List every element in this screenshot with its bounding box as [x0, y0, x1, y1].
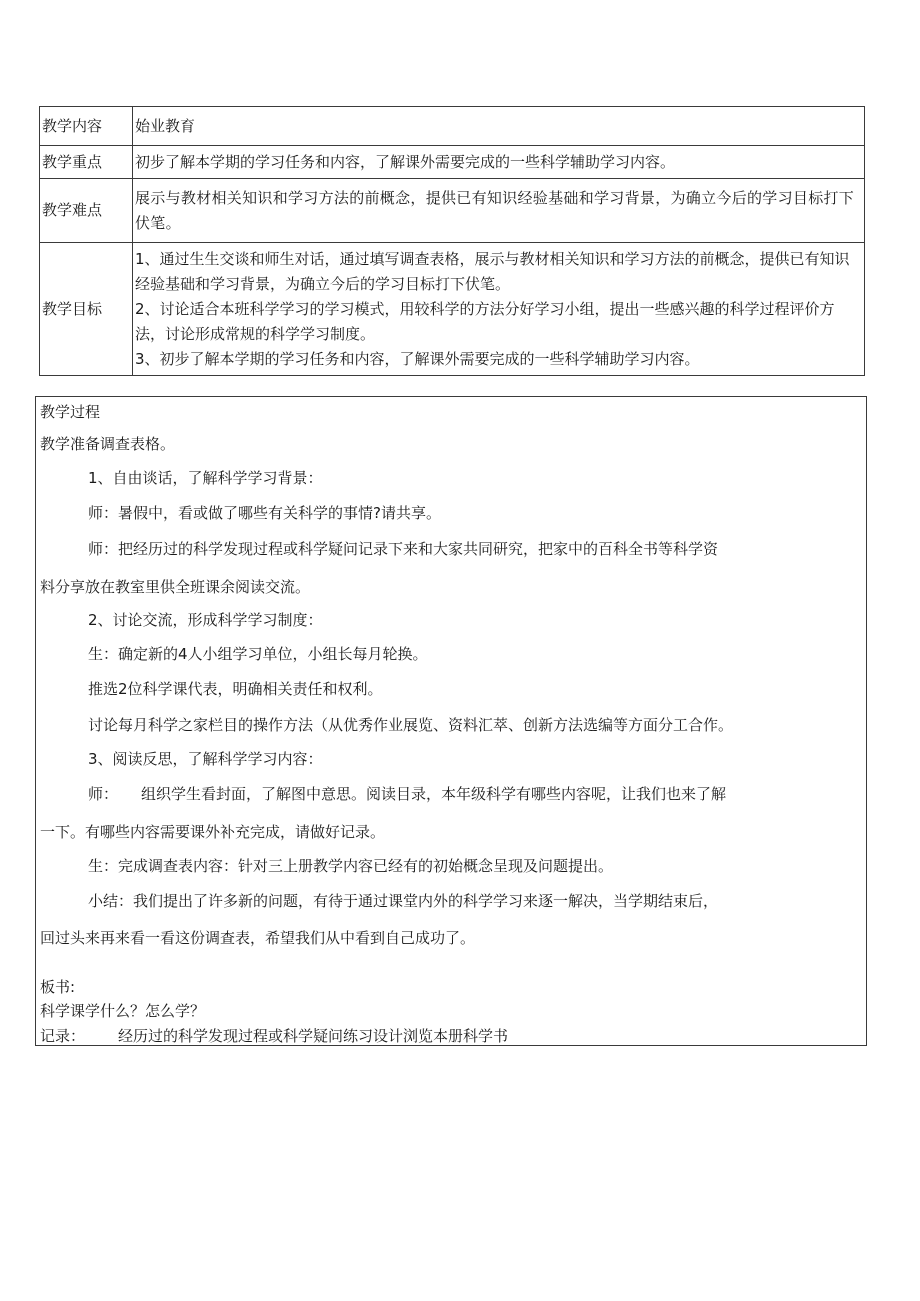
- row-value: 始业教育: [133, 107, 865, 146]
- paragraph: 一下。有哪些内容需要课外补充完成，请做好记录。: [40, 823, 386, 841]
- table-row: [40, 179, 865, 243]
- table-row: [40, 107, 865, 146]
- table-row: [40, 146, 865, 179]
- lesson-info-table: [39, 106, 865, 376]
- section-title: 1、自由谈话，了解科学学习背景：: [88, 469, 323, 487]
- goal-label: 教学目标: [40, 243, 133, 376]
- paragraph: 师：把经历过的科学发现过程或科学疑问记录下来和大家共同研究，把家中的百科全书等科学资: [88, 540, 719, 558]
- goal-value: [133, 243, 865, 376]
- prep-text: 教学准备调查表格。: [40, 435, 176, 453]
- speaker-label: 师：: [88, 785, 119, 803]
- table-row: [40, 243, 865, 376]
- record-label: 记录：: [40, 1027, 86, 1045]
- row-label: 教学重点: [40, 146, 133, 179]
- paragraph: 料分享放在教室里供全班课余阅读交流。: [40, 578, 311, 596]
- paragraph: 推选2位科学课代表，明确相关责任和权利。: [88, 680, 383, 698]
- process-heading: 教学过程: [40, 403, 101, 421]
- paragraph: 生：确定新的4人小组学习单位，小组长每月轮换。: [88, 645, 428, 663]
- row-label: 教学内容: [40, 107, 133, 146]
- paragraph: 组织学生看封面，了解图中意思。阅读目录，本年级科学有哪些内容呢，让我们也来了解: [141, 785, 727, 803]
- paragraph: 讨论每月科学之家栏目的操作方法（从优秀作业展览、资料汇萃、创新方法选编等方面分工合作。: [88, 716, 734, 734]
- teaching-process-box: [35, 396, 867, 1046]
- row-value: 展示与教材相关知识和学习方法的前概念，提供已有知识经验基础和学习背景，为确立今后的学习目标打下伏笔。: [133, 179, 865, 243]
- paragraph: 生：完成调查表内容：针对三上册教学内容已经有的初始概念呈现及问题提出。: [88, 857, 614, 875]
- record-text: 经历过的科学发现过程或科学疑问练习设计浏览本册科学书: [118, 1027, 509, 1045]
- goal-item: 2、讨论适合本班科学学习的学习模式，用较科学的方法分好学习小组，提出一些感兴趣的科学过程评价方法，讨论形成常规的科学学习制度。: [135, 299, 835, 343]
- paragraph: 回过头来再来看一看这份调查表，希望我们从中看到自己成功了。: [40, 929, 476, 947]
- goal-item: 1、通过生生交谈和师生对话，通过填写调查表格，展示与教材相关知识和学习方法的前概念，提供已有知识经验基础和学习背景，为确立今后的学习目标打下伏笔。: [135, 249, 850, 293]
- section-title: 2、讨论交流，形成科学学习制度：: [88, 611, 323, 629]
- paragraph: 师：暑假中，看或做了哪些有关科学的事情?请共享。: [88, 504, 441, 522]
- board-label: 板书:: [40, 978, 76, 996]
- row-value: 初步了解本学期的学习任务和内容，了解课外需要完成的一些科学辅助学习内容。: [133, 146, 865, 179]
- goal-item: 3、初步了解本学期的学习任务和内容，了解课外需要完成的一些科学辅助学习内容。: [135, 349, 700, 368]
- section-title: 3、阅读反思，了解科学学习内容：: [88, 750, 323, 768]
- paragraph: 小结：我们提出了许多新的问题，有待于通过课堂内外的科学学习来逐一解决，当学期结束后，: [88, 892, 719, 910]
- row-label: 教学难点: [40, 179, 133, 243]
- board-line: 科学课学什么？怎么学？: [40, 1002, 206, 1020]
